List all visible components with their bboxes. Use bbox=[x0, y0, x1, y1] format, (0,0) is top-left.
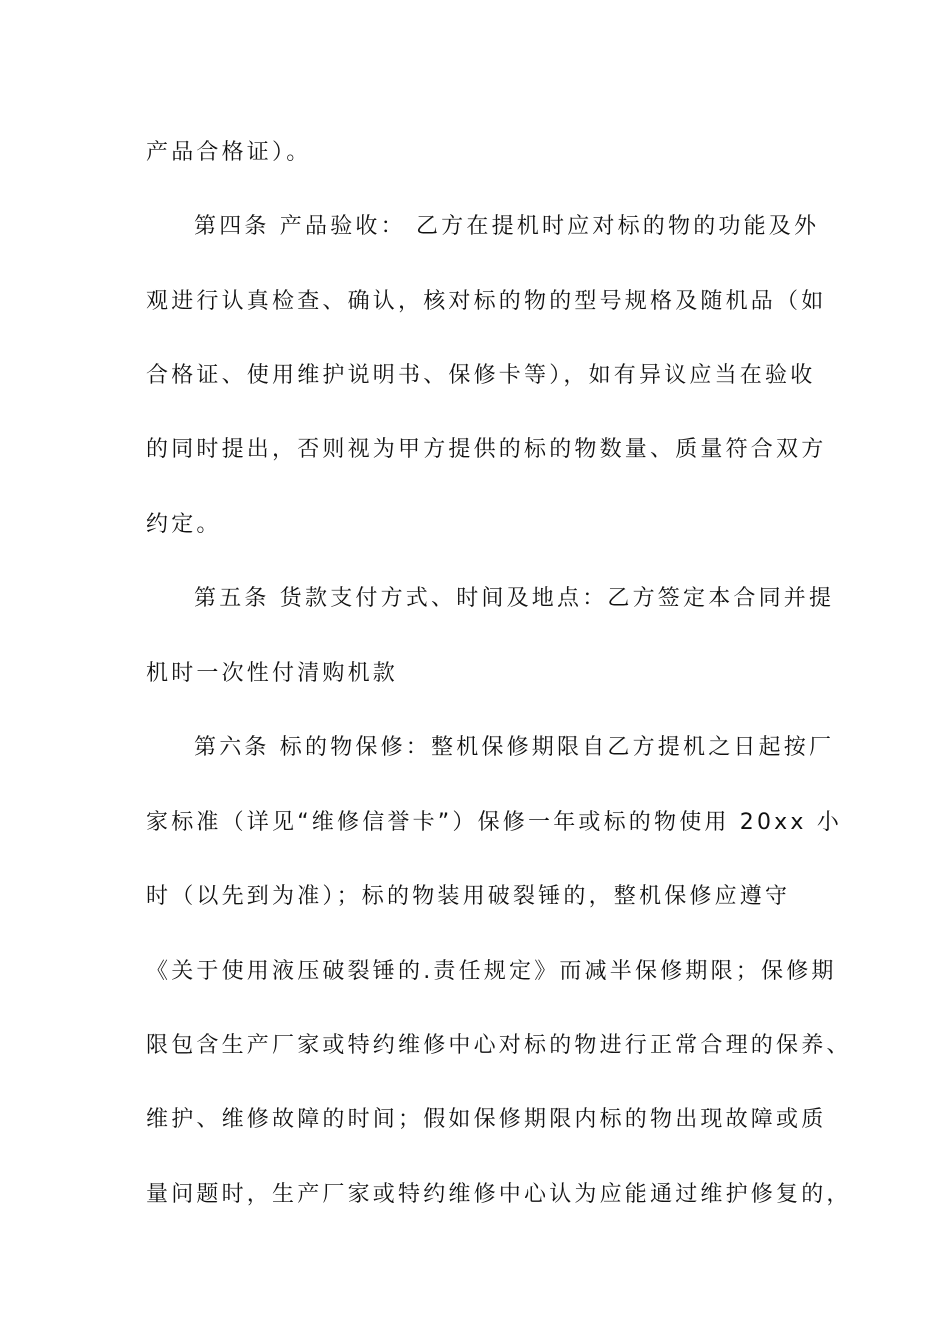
text-line: 产品合格证）。 bbox=[146, 140, 312, 165]
article-six-heading-line: 第六条 标的物保修：整机保修期限自乙方提机之日起按厂 bbox=[194, 735, 835, 760]
text-line: 家标准（详见“维修信誉卡”）保修一年或标的物使用 20xx 小 bbox=[146, 810, 843, 835]
article-four-heading-line: 第四条 产品验收： 乙方在提机时应对标的物的功能及外 bbox=[194, 214, 820, 239]
text-line: 合格证、使用维护说明书、保修卡等），如有异议应当在验收 bbox=[146, 363, 816, 388]
article-five-heading-line: 第五条 货款支付方式、时间及地点：乙方签定本合同并提 bbox=[194, 586, 835, 611]
text-line: 约定。 bbox=[146, 512, 222, 537]
text-line: 的同时提出，否则视为甲方提供的标的物数量、质量符合双方 bbox=[146, 437, 827, 462]
text-line: 维护、维修故障的时间；假如保修期限内标的物出现故障或质 bbox=[146, 1107, 827, 1132]
text-line: 时（以先到为准）；标的物装用破裂锤的，整机保修应遵守 bbox=[146, 884, 791, 909]
text-line: 量问题时，生产厂家或特约维修中心认为应能通过维护修复的， bbox=[146, 1182, 852, 1207]
text-line: 观进行认真检查、确认，核对标的物的型号规格及随机品（如 bbox=[146, 289, 827, 314]
text-line: 机时一次性付清购机款 bbox=[146, 661, 399, 686]
text-line: 《关于使用液压破裂锤的.责任规定》而减半保修期限；保修期 bbox=[146, 959, 837, 984]
text-line: 限包含生产厂家或特约维修中心对标的物进行正常合理的保养、 bbox=[146, 1033, 852, 1058]
